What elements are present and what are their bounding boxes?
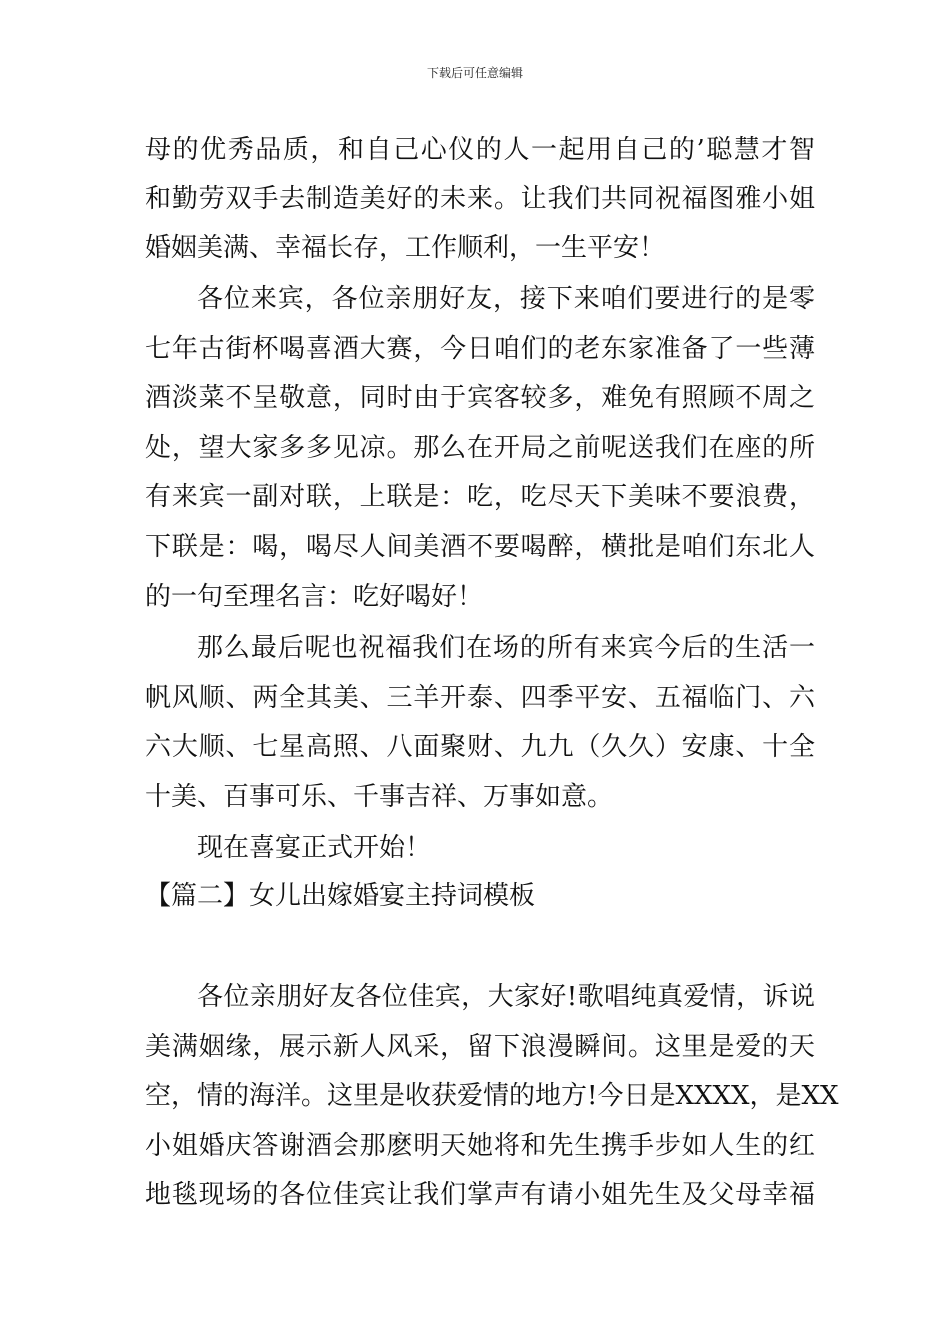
paragraph-start-line: 现在喜宴正式开始！ <box>197 833 432 863</box>
paragraph-start-line: 各位亲朋好友各位佳宾，大家好!歌唱纯真爱情，诉说 <box>197 982 815 1012</box>
text-line: 和勤劳双手去制造美好的未来。让我们共同祝福图雅小姐 <box>145 184 815 214</box>
text-line: 酒淡菜不呈敬意，同时由于宾客较多，难免有照顾不周之 <box>145 383 815 413</box>
text-line: 地毯现场的各位佳宾让我们掌声有请小姐先生及父母幸福 <box>145 1180 815 1210</box>
text-line: 空，情的海洋。这里是收获爱情的地方!今日是XXXX，是XX <box>145 1081 839 1111</box>
text-line: 下联是：喝，喝尽人间美酒不要喝醉，横批是咱们东北人 <box>145 532 815 562</box>
text-line: 母的优秀品质，和自己心仪的人一起用自己的’聪慧才智 <box>145 135 815 165</box>
paragraph-start-line: 各位来宾，各位亲朋好友，接下来咱们要进行的是零 <box>197 284 815 314</box>
text-line: 处，望大家多多见凉。那么在开局之前呢送我们在座的所 <box>145 433 815 463</box>
text-line: 的一句至理名言：吃好喝好！ <box>145 582 484 612</box>
text-line: 帆风顺、两全其美、三羊开泰、四季平安、五福临门、六 <box>145 683 815 713</box>
text-line: 有来宾一副对联，上联是：吃，吃尽天下美味不要浪费， <box>145 482 815 512</box>
text-line: 婚姻美满、幸福长存，工作顺利，一生平安！ <box>145 233 666 263</box>
text-line: 七年古街杯喝喜酒大赛，今日咱们的老东家准备了一些薄 <box>145 334 815 364</box>
page-header: 下载后可任意编辑 <box>426 66 523 80</box>
paragraph-start-line: 那么最后呢也祝福我们在场的所有来宾今后的生活一 <box>197 633 815 663</box>
text-line: 十美、百事可乐、千事吉祥、万事如意。 <box>145 782 614 812</box>
text-line: 美满姻缘，展示新人风采，留下浪漫瞬间。这里是爱的天 <box>145 1032 815 1062</box>
section-heading: 【篇二】女儿出嫁婚宴主持词模板 <box>145 881 536 911</box>
text-line: 小姐婚庆答谢酒会那麽明天她将和先生携手步如人生的红 <box>145 1131 815 1161</box>
text-line: 六大顺、七星高照、八面聚财、九九（久久）安康、十全 <box>145 732 815 762</box>
